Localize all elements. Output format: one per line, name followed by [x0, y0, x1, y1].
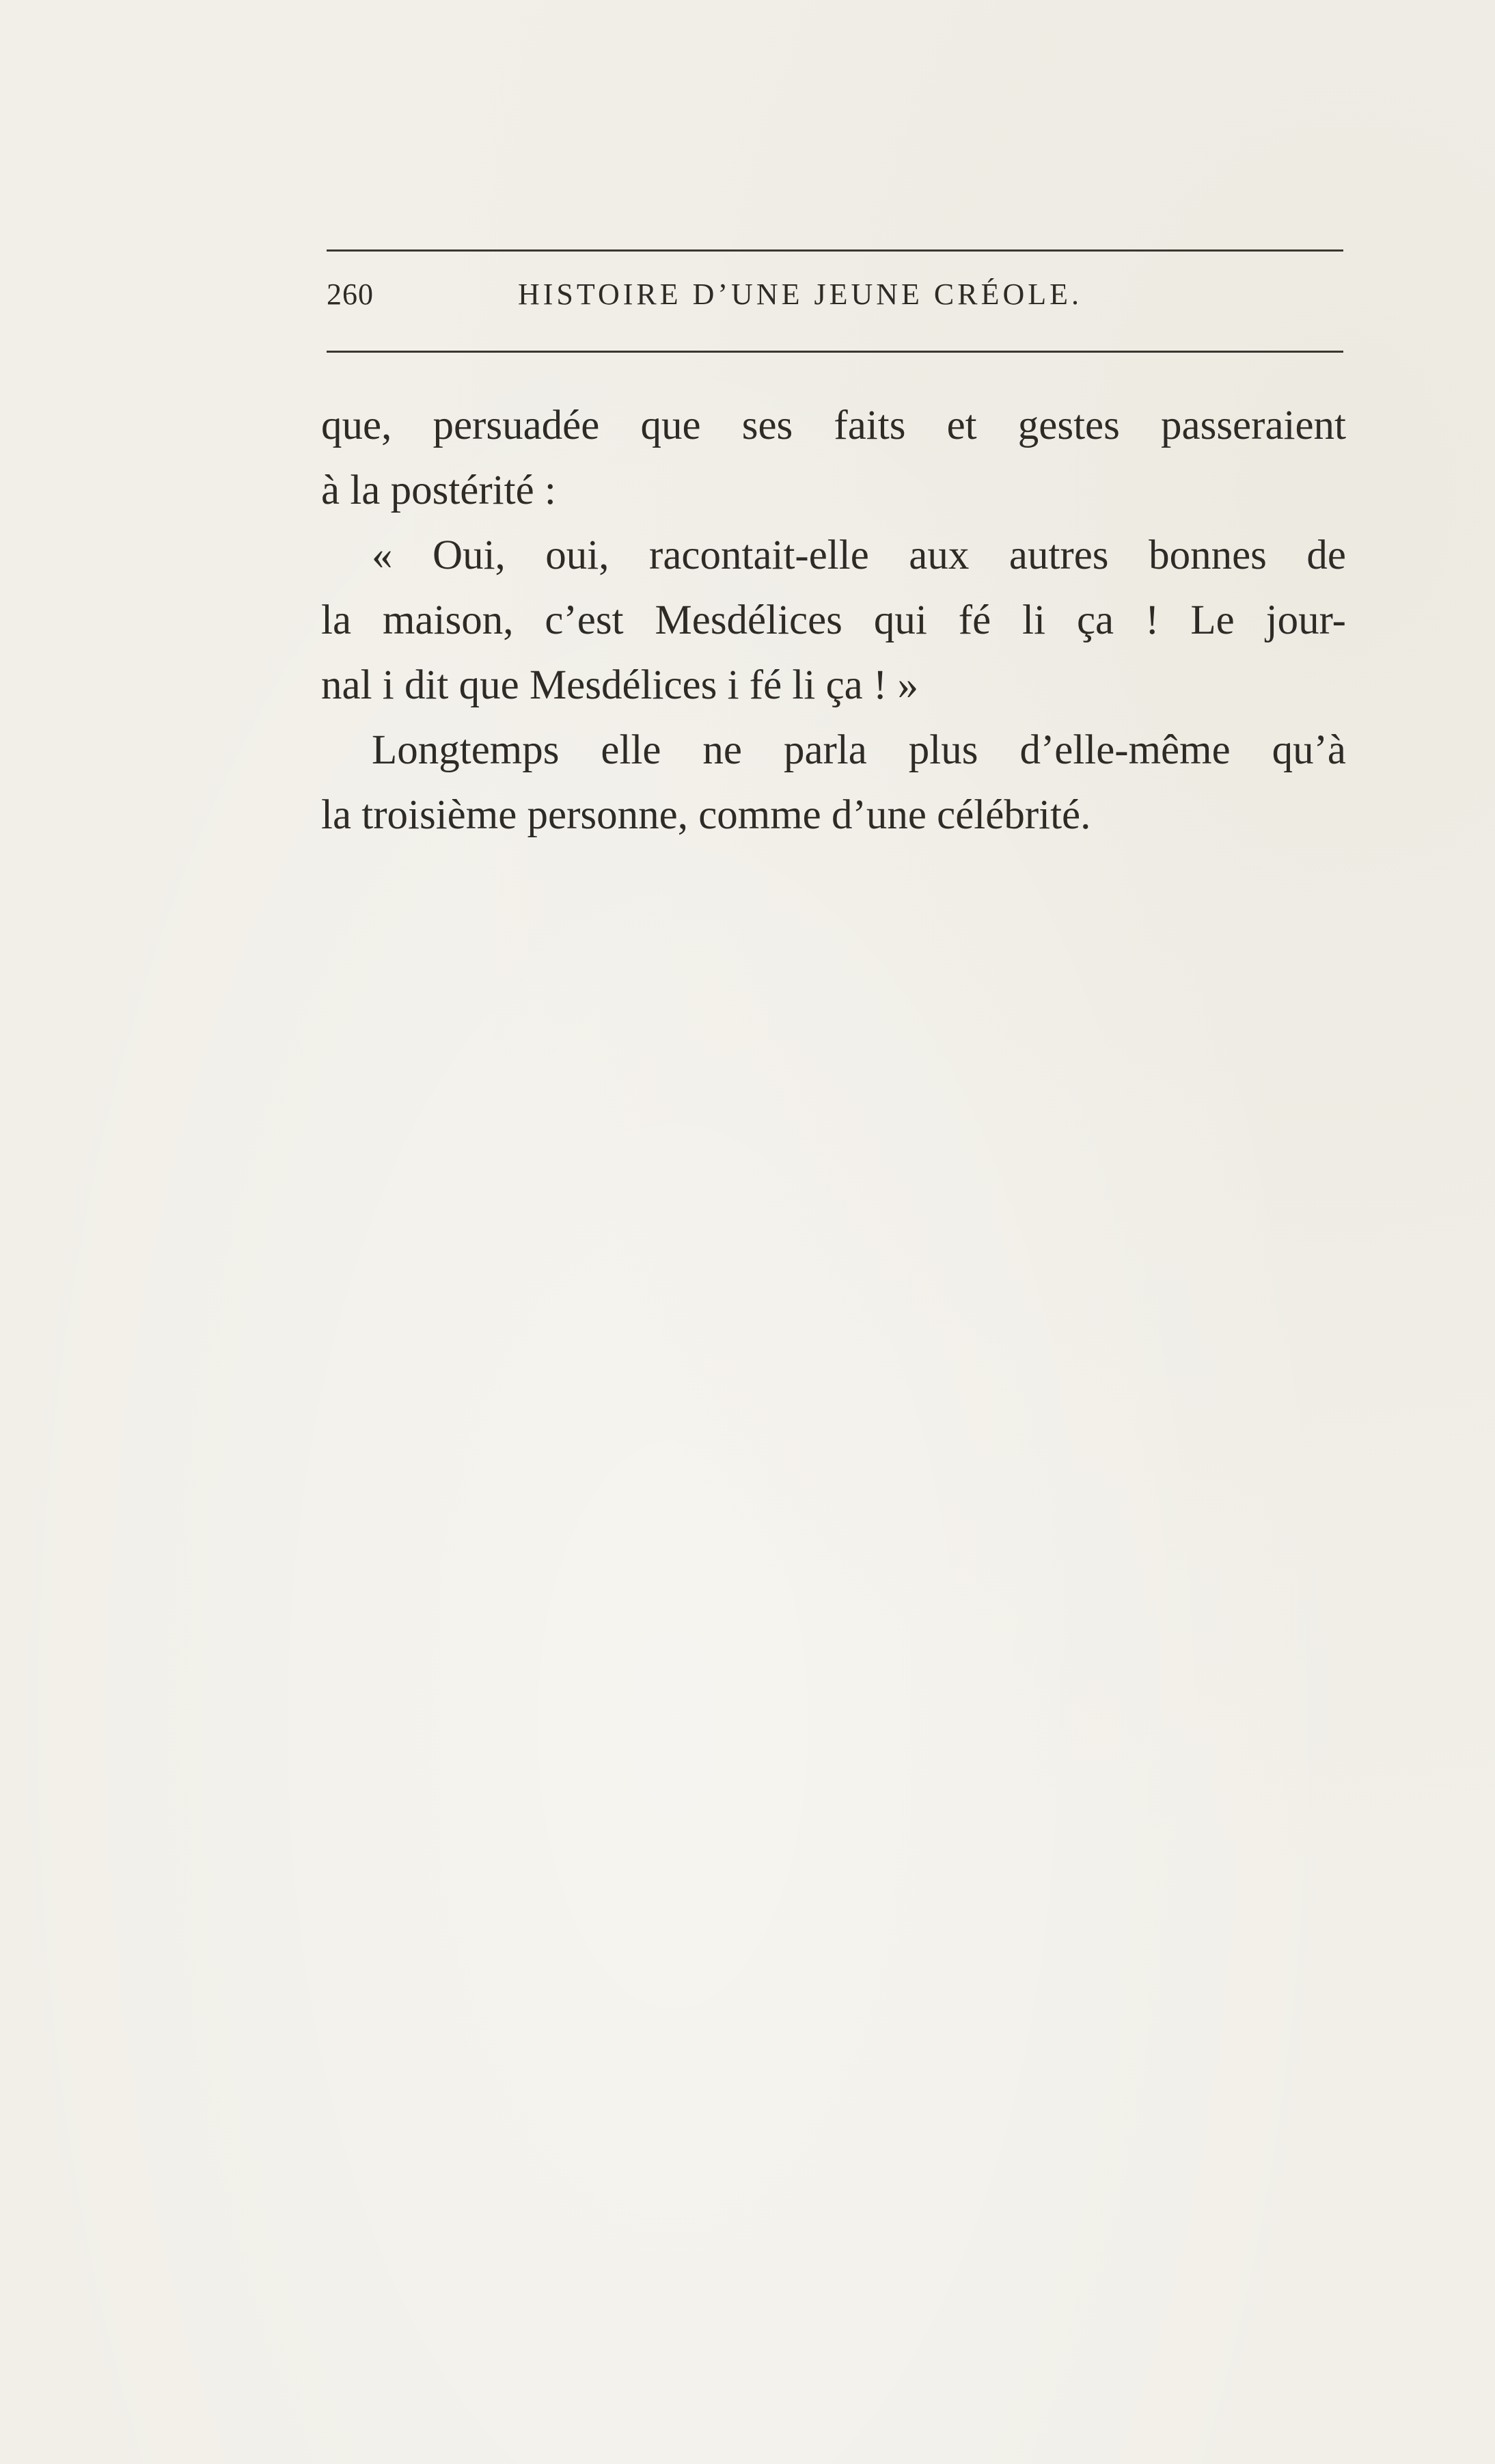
running-title: HISTOIRE D’UNE JEUNE CRÉOLE. — [518, 277, 1083, 311]
text-line: Longtemps elle ne parla plus d’elle-même qu’à — [372, 727, 1346, 773]
body-text — [321, 393, 1346, 848]
text-line: nal i dit que Mesdélices i fé li ça ! » — [321, 662, 919, 708]
text-line: la maison, c’est Mesdélices qui fé li ça ! Le jour- — [321, 597, 1346, 643]
text-line: « Oui, oui, racontait-elle aux autres bonnes de — [372, 532, 1346, 578]
text-line: que, persuadée que ses faits et gestes passeraient — [321, 403, 1346, 448]
running-head — [327, 277, 1343, 318]
text-line: à la postérité : — [321, 468, 556, 513]
header-top-rule — [327, 249, 1343, 252]
text-line: la troisième personne, comme d’une célébrité. — [321, 792, 1091, 838]
header-bottom-rule — [327, 351, 1343, 353]
page-number: 260 — [327, 277, 374, 311]
